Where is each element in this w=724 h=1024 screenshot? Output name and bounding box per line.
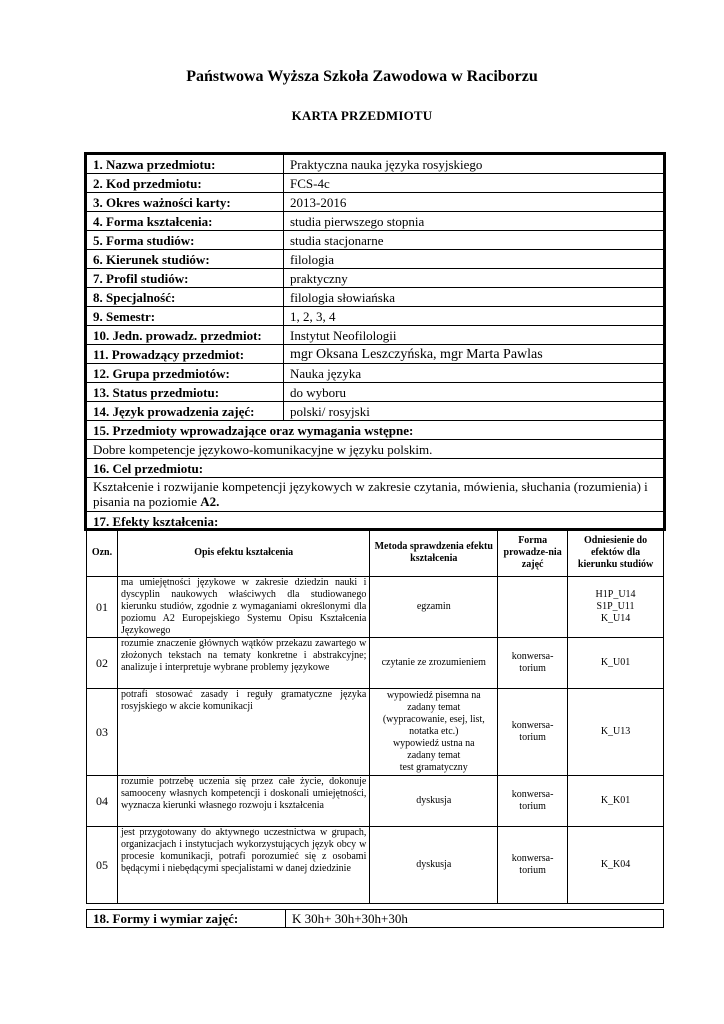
section18-label: 18. Formy i wymiar zajęć: [87,910,286,928]
outcome-description: ma umiejętności językowe w zakresie dziedzin nauki i dyscyplin naukowych właściwych dla studiowanego kierunku studiów, zgodnie z wymaganiami określonymi dla poziomu A2 Europejskiego Systemu Opisu Kształcenia Językowego [117,577,369,638]
outcome-description: jest przygotowany do aktywnego uczestnictwa w grupach, organizacjach i instytucjach wykorzystujących język obcy w procesie komunikacji, potrafi porozumieć się z osobami będącymi i niebędącymi specjalistami w danej dziedzinie [117,827,369,904]
field-value: Instytut Neofilologii [284,326,664,345]
field-row [87,174,664,193]
outcome-row [87,638,664,689]
section17-title: 17. Efekty kształcenia: [87,512,664,531]
field-label: 10. Jedn. prowadz. przedmiot: [87,326,284,345]
field-label: 9. Semestr: [87,307,284,326]
outcome-form: konwersa- torium [498,689,568,776]
outcome-form: konwersa- torium [498,827,568,904]
field-label: 13. Status przedmiotu: [87,383,284,402]
field-value: mgr Oksana Leszczyńska, mgr Marta Pawlas [284,345,664,364]
outcome-method: dyskusja [370,827,498,904]
section16-text-row [87,478,664,512]
field-row [87,155,664,174]
field-value: polski/ rosyjski [284,402,664,421]
outcome-form: konwersa- torium [498,638,568,689]
outcome-reference: K_K04 [568,827,664,904]
field-row [87,364,664,383]
field-row [87,212,664,231]
outcome-id: 03 [87,689,118,776]
field-value: studia stacjonarne [284,231,664,250]
outcome-method: dyskusja [370,776,498,827]
field-value: Praktyczna nauka języka rosyjskiego [284,155,664,174]
field-value: filologia [284,250,664,269]
field-row [87,193,664,212]
section15-title-row [87,421,664,440]
field-value: Nauka języka [284,364,664,383]
col-header-reference: Odniesienie do efektów dla kierunku studiów [568,529,664,577]
field-label: 4. Forma kształcenia: [87,212,284,231]
outcome-row [87,827,664,904]
outcome-row [87,689,664,776]
outcome-id: 02 [87,638,118,689]
outcome-method: wypowiedź pisemna na zadany temat (wypracowanie, esej, list, notatka etc.) wypowiedź ustna na zadany temat test gramatyczny [370,689,498,776]
field-label: 14. Język prowadzenia zajęć: [87,402,284,421]
outcome-reference: K_U13 [568,689,664,776]
field-row [87,345,664,364]
field-row [87,383,664,402]
field-row [87,250,664,269]
field-value: 1, 2, 3, 4 [284,307,664,326]
field-label: 7. Profil studiów: [87,269,284,288]
outcome-description: potrafi stosować zasady i reguły gramatyczne języka rosyjskiego w akcie komunikacji [117,689,369,776]
section15-title: 15. Przedmioty wprowadzające oraz wymagania wstępne: [87,421,664,440]
field-label: 1. Nazwa przedmiotu: [87,155,284,174]
learning-outcomes-table [86,528,664,904]
document-title: KARTA PRZEDMIOTU [291,108,433,123]
field-label: 5. Forma studiów: [87,231,284,250]
outcome-row [87,577,664,638]
section15-text-row [87,440,664,459]
field-value: do wyboru [284,383,664,402]
section15-text: Dobre kompetencje językowo-komunikacyjne w języku polskim. [87,440,664,459]
outcome-reference: H1P_U14 S1P_U11 K_U14 [568,577,664,638]
field-label: 2. Kod przedmiotu: [87,174,284,193]
field-value: FCS-4c [284,174,664,193]
outcome-method: czytanie ze zrozumieniem [370,638,498,689]
field-value: studia pierwszego stopnia [284,212,664,231]
outcome-id: 01 [87,577,118,638]
forms-table [86,909,664,928]
col-header-ozn: Ozn. [87,529,118,577]
outcome-description: rozumie potrzebę uczenia się przez całe życie, dokonuje samooceny własnych kompetencji i doskonali umiejętności, wyznacza kierunki własnego rozwoju i kształcenia [117,776,369,827]
field-value: praktyczny [284,269,664,288]
field-row [87,326,664,345]
outcome-reference: K_U01 [568,638,664,689]
section16-title-row [87,459,664,478]
outcome-row [87,776,664,827]
field-label: 8. Specjalność: [87,288,284,307]
field-value: filologia słowiańska [284,288,664,307]
outcome-id: 04 [87,776,118,827]
section16-level: A2. [200,494,220,509]
col-header-method: Metoda sprawdzenia efektu kształcenia [370,529,498,577]
col-header-form: Forma prowadze-nia zajęć [498,529,568,577]
field-row [87,288,664,307]
field-label: 3. Okres ważności karty: [87,193,284,212]
outcome-form [498,577,568,638]
institution-title: Państwowa Wyższa Szkoła Zawodowa w Raciborzu [186,68,538,85]
outcome-form: konwersa- torium [498,776,568,827]
section16-text [87,478,664,512]
section18-value: K 30h+ 30h+30h+30h [286,910,664,928]
field-row [87,402,664,421]
field-row [87,269,664,288]
outcome-reference: K_K01 [568,776,664,827]
section16-text-main: Kształcenie i rozwijanie kompetencji językowych w zakresie czytania, mówienia, słuchania (rozumienia) i pisania na poziomie [93,479,648,509]
col-header-description: Opis efektu kształcenia [117,529,369,577]
field-value: 2013-2016 [284,193,664,212]
outcome-method: egzamin [370,577,498,638]
outcome-description: rozumie znaczenie głównych wątków przekazu zawartego w złożonych tekstach na tematy konkretne i abstrakcyjne; analizuje i interpretuje wybrane problemy językowe [117,638,369,689]
section16-title: 16. Cel przedmiotu: [87,459,664,478]
course-info-table [86,154,664,531]
field-label: 11. Prowadzący przedmiot: [87,345,284,364]
field-row [87,231,664,250]
field-label: 6. Kierunek studiów: [87,250,284,269]
field-label: 12. Grupa przedmiotów: [87,364,284,383]
field-row [87,307,664,326]
outcome-id: 05 [87,827,118,904]
